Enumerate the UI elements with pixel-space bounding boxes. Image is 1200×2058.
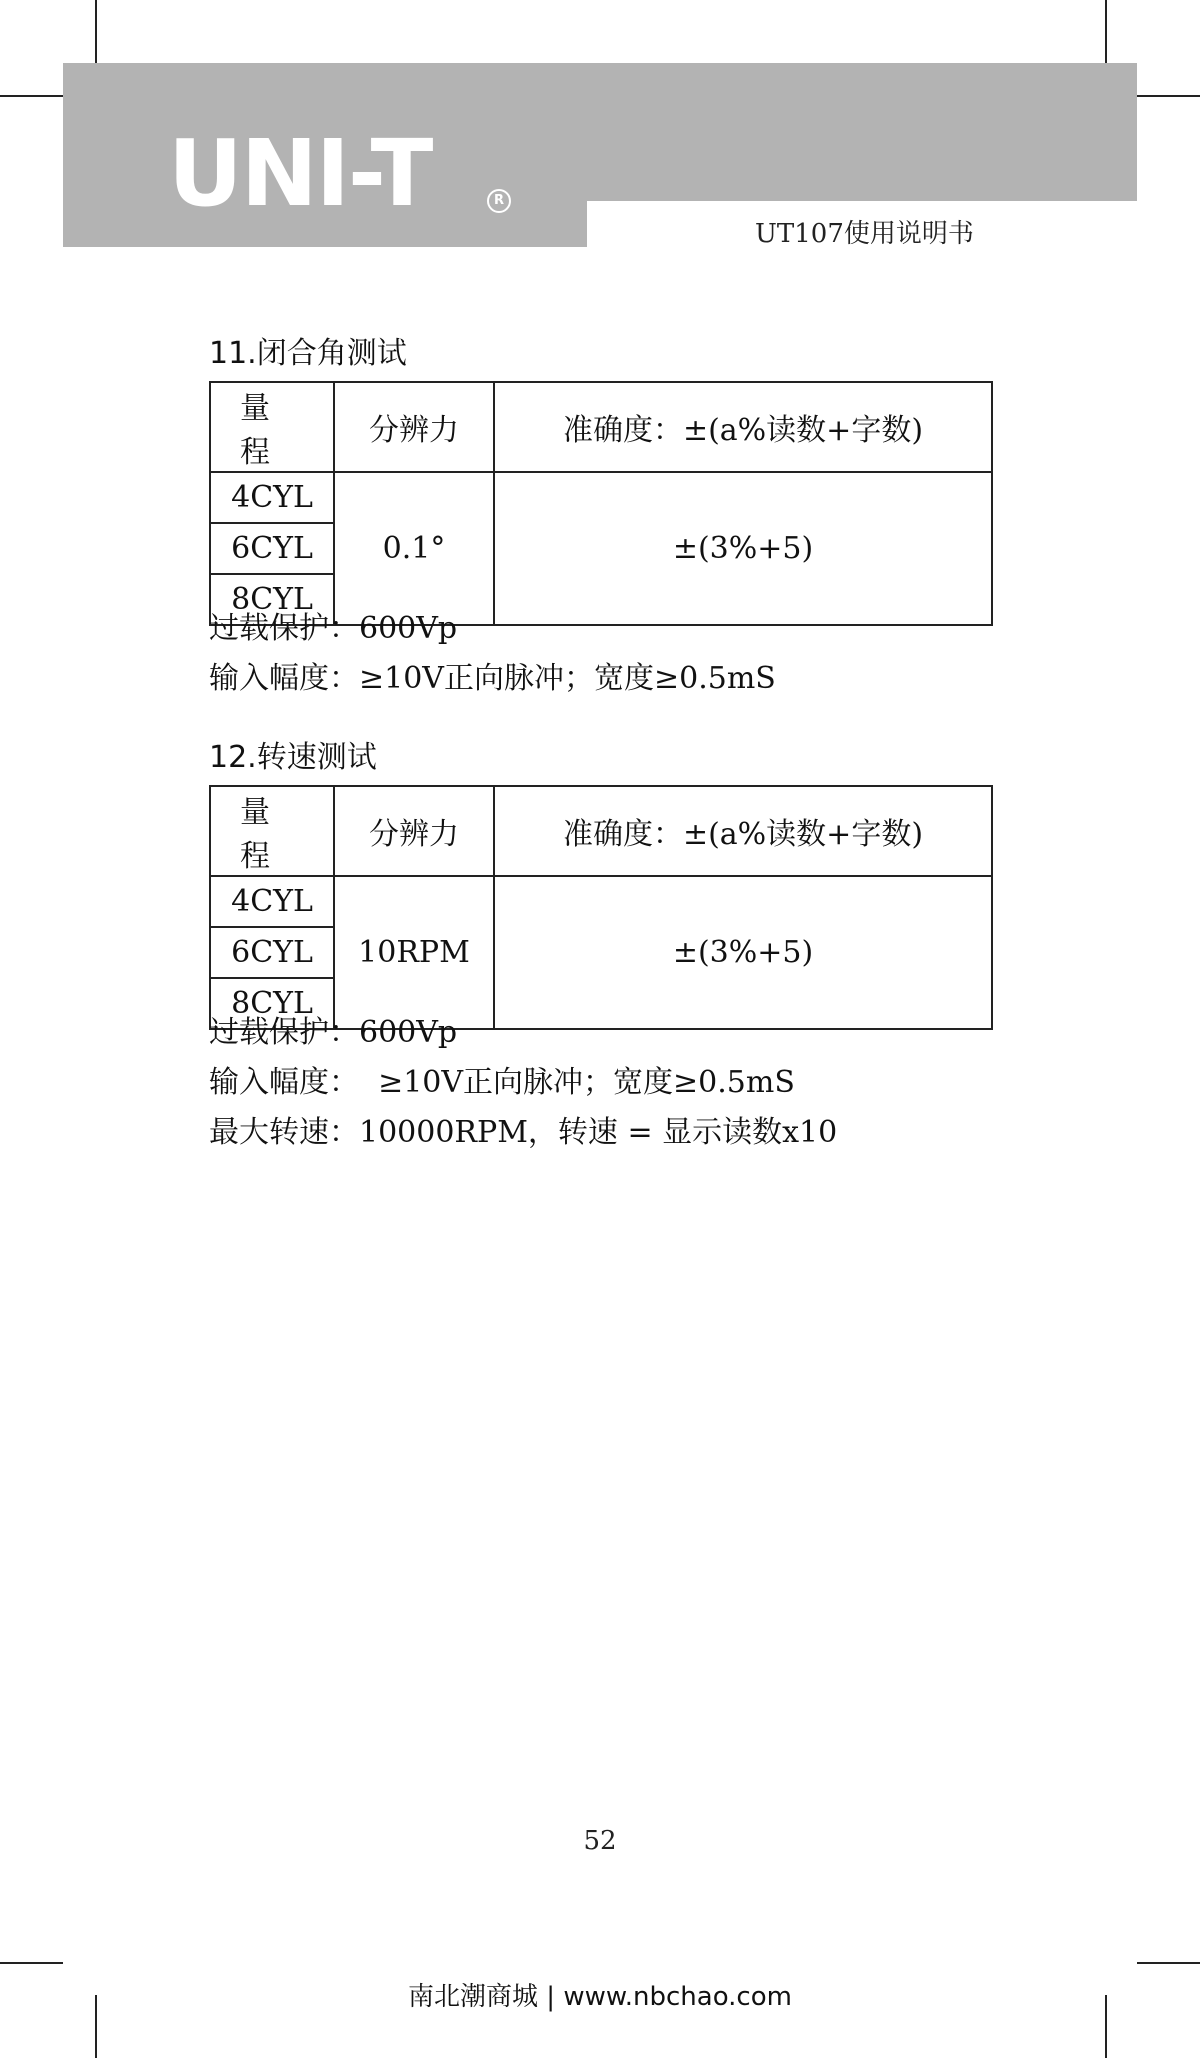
footer-text: 南北潮商城 | www.nbchao.com: [408, 1982, 792, 2012]
registered-mark-icon: R: [487, 189, 511, 213]
header-resolution: 分辨力: [334, 382, 494, 472]
overload-note: 过载保护：600Vp: [209, 611, 458, 646]
range-cell: 4CYL: [210, 876, 334, 927]
resolution-cell: 0.1°: [334, 472, 494, 625]
crop-mark: [1137, 1962, 1200, 1964]
section-title: 11.闭合角测试: [209, 336, 407, 371]
crop-mark: [1105, 0, 1107, 63]
header-accuracy: 准确度：±(a%读数+字数): [494, 382, 992, 472]
range-cell: 6CYL: [210, 927, 334, 978]
input-amplitude-note: 输入幅度： ≥10V正向脉冲；宽度≥0.5mS: [209, 1065, 795, 1100]
brand-logo: UNI-T: [168, 120, 432, 227]
header-range: 量 程: [210, 786, 334, 876]
header-range: 量 程: [210, 382, 334, 472]
overload-note: 过载保护：600Vp: [209, 1015, 458, 1050]
crop-mark: [0, 1962, 63, 1964]
manual-title: UT107使用说明书: [755, 219, 974, 249]
section-title: 12.转速测试: [209, 740, 377, 775]
spec-table: [209, 785, 993, 1030]
input-amplitude-note: 输入幅度：≥10V正向脉冲；宽度≥0.5mS: [209, 661, 776, 696]
max-speed-note: 最大转速：10000RPM，转速 = 显示读数x10: [209, 1115, 838, 1150]
crop-mark: [95, 0, 97, 63]
accuracy-cell: ±(3%+5): [494, 876, 992, 1029]
header-resolution: 分辨力: [334, 786, 494, 876]
spec-table: [209, 381, 993, 626]
crop-mark: [0, 95, 63, 97]
range-cell: 6CYL: [210, 523, 334, 574]
range-cell: 8CYL: [210, 574, 334, 625]
table-header-row: [210, 786, 992, 876]
accuracy-cell: ±(3%+5): [494, 472, 992, 625]
range-cell: 4CYL: [210, 472, 334, 523]
crop-mark: [1137, 95, 1200, 97]
header-accuracy: 准确度：±(a%读数+字数): [494, 786, 992, 876]
page-number: 52: [583, 1826, 617, 1856]
resolution-cell: 10RPM: [334, 876, 494, 1029]
table-row: [210, 876, 992, 927]
table-header-row: [210, 382, 992, 472]
table-row: [210, 472, 992, 523]
range-cell: 8CYL: [210, 978, 334, 1029]
